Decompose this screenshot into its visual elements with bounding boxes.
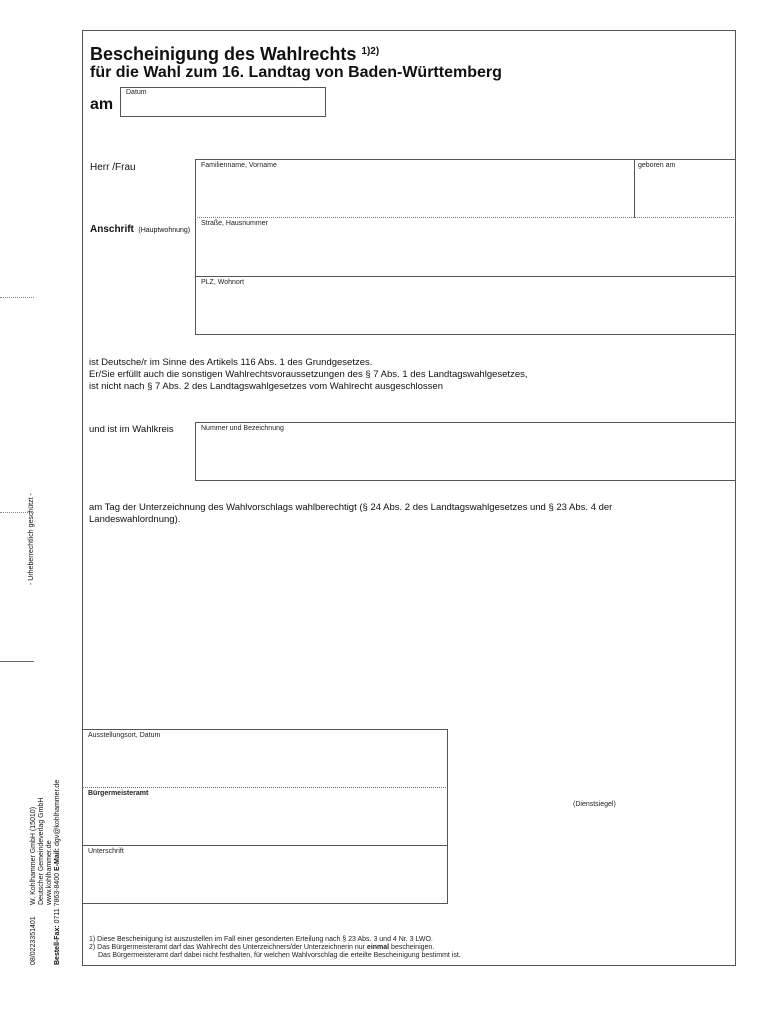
ort-datum-field[interactable] (82, 729, 448, 788)
email-label: E-Mail: (54, 847, 61, 871)
amt-label: Bürgermeisteramt (88, 790, 149, 797)
punch-mark (0, 661, 34, 662)
publisher-contact (54, 780, 61, 965)
order-code: 08/0223351401 (30, 916, 37, 965)
wahlkreis-field-label: Nummer und Bezeichnung (201, 425, 284, 432)
plz-field-label: PLZ, Wohnort (201, 279, 245, 286)
signature-label: Unterschrift (88, 848, 124, 855)
tag-line2: Landeswahlordnung). (89, 514, 181, 525)
signature-field[interactable] (82, 845, 448, 904)
birthdate-field[interactable] (634, 159, 736, 218)
copyright-note: - Urheberrechtlich geschützt - (28, 493, 35, 585)
street-field[interactable] (195, 218, 736, 277)
footnote-3: Das Bürgermeisteramt darf dabei nicht festhalten, für welchen Wahlvorschlag die erteilte Bescheinigung bestimmt ist. (98, 952, 461, 959)
fold-mark (0, 297, 34, 298)
publisher-website: www.kohlhammer.de (46, 840, 53, 905)
footnote-2 (89, 944, 434, 951)
fax-label: Bestell-Fax: (54, 925, 61, 965)
footnote-2-prefix: 2) Das Bürgermeisteramt darf das Wahlrecht des Unterzeichners/der Unterzeichnerin nur (89, 944, 367, 951)
form-title: Bescheinigung des Wahlrechts $^{1)2)}$ (90, 44, 380, 64)
ort-datum-label: Ausstellungsort, Datum (88, 732, 161, 739)
anschrift-label (90, 219, 190, 237)
statement-line1: ist Deutsche/r im Sinne des Artikels 116 Abs. 1 des Grundgesetzes. (89, 357, 373, 368)
footnote-2-suffix: bescheinigen. (389, 944, 435, 951)
birthdate-field-label: geboren am (638, 162, 676, 169)
name-field[interactable] (195, 159, 635, 218)
title-footnote-ref: 1)2) (361, 46, 380, 57)
plz-field[interactable] (195, 276, 736, 335)
anschrift-text: Anschrift (90, 224, 134, 235)
hauptwohnung-text: (Hauptwohnung) (138, 227, 191, 234)
dienstsiegel-label: (Dienstsiegel) (573, 801, 616, 808)
amt-field[interactable] (82, 787, 448, 846)
street-field-label: Straße, Hausnummer (201, 220, 268, 227)
tag-line1: am Tag der Unterzeichnung des Wahlvorschlags wahlberechtigt (§ 24 Abs. 2 des Landtagswahlgesetzes und § 23 Abs. 4 der (89, 502, 613, 513)
wahlkreis-field[interactable] (195, 422, 736, 481)
wahlkreis-label: und ist im Wahlkreis (89, 424, 174, 435)
email-address: dgv@kohlhammer.de (54, 779, 61, 848)
name-field-label: Familienname, Vorname (201, 162, 277, 169)
am-label: am (90, 96, 114, 113)
statement-line2: Er/Sie erfüllt auch die sonstigen Wahlrechtsvoraussetzungen des § 7 Abs. 1 des Landtagswahlgesetzes, (89, 369, 528, 380)
statement-line3: ist nicht nach § 7 Abs. 2 des Landtagswahlgesetzes vom Wahlrecht ausgeschlossen (89, 381, 443, 392)
fax-number: 0711 7863-8400 (54, 870, 61, 926)
herr-frau-label: Herr /Frau (90, 162, 136, 173)
footnote-1: 1) Diese Bescheinigung ist auszustellen im Fall einer gesonderten Erteilung nach § 23 Abs. 3 und 4 Nr. 3 LWO. (89, 936, 433, 943)
publisher-line2: Deutscher Gemeindeverlag GmbH (38, 797, 45, 905)
form-subtitle: für die Wahl zum 16. Landtag von Baden-Württemberg (90, 64, 502, 81)
footnote-2-emphasis: einmal (366, 944, 390, 951)
datum-field[interactable] (120, 87, 326, 117)
publisher-line1: W. Kohlhammer GmbH (15010) (30, 806, 37, 905)
datum-label: Datum (126, 89, 147, 96)
